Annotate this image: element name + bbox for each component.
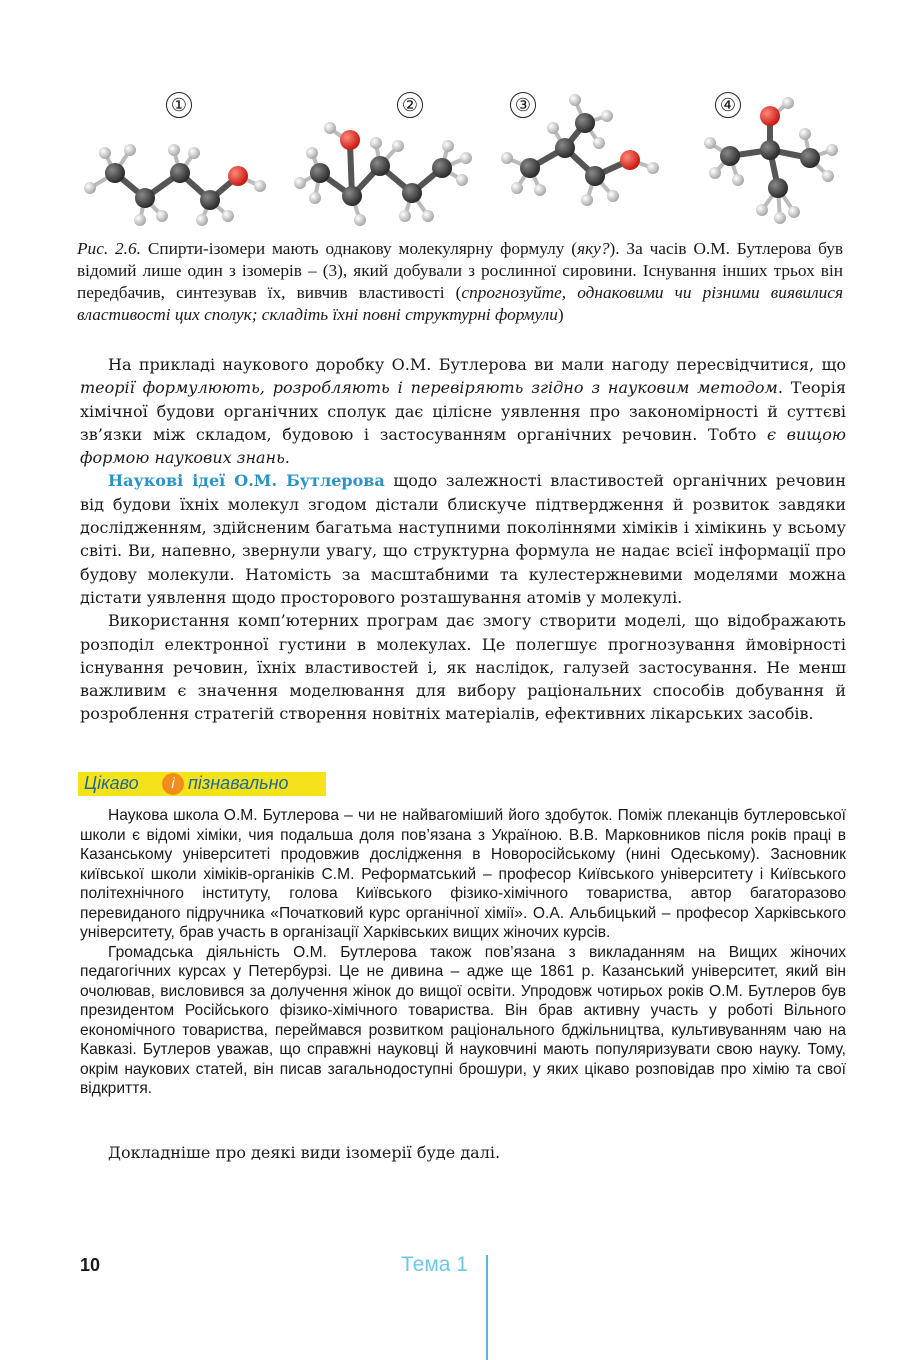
p1-text-a: На прикладі наукового доробку О.М. Бутлерова ви мали нагоду пересвідчитися, що <box>108 355 846 374</box>
page-number: 10 <box>80 1255 101 1275</box>
info-box <box>80 806 846 1099</box>
paragraph-3: Використання комп’ютерних програм дає змогу створити моделі, що відображають розподіл електронної густини в молекулах. Це полегшує прогнозування ймовірності існування речовин, їхніх властивостей і, як наслідок, галузей застосування. Не менш важливим є значення моделювання для вибору раціональних способів добування й розроблення стратегій створення новітніх матеріалів, ефективних лікарських засобів. <box>80 611 846 724</box>
badge-right-text: пізнавально <box>188 773 289 793</box>
p2-text: щодо залежності властивостей органічних речовин від будови їхніх молекул згодом дістали блискуче підтвердження й розвиток завдяки дослідженням, здійсненим багатьма наступними поколіннями хіміків і хімікинь у всьому світі. Ви, напевно, звернули увагу, що структурна формула не надає всієї інформації про будову молекули. Натомість за масштабними та кулестержневими моделями можна дістати уявлення щодо просторового розташування атомів у молекулі. <box>80 471 846 607</box>
label-1: ① <box>166 92 192 118</box>
label-3: ③ <box>510 92 536 118</box>
p1-text-c: . <box>284 448 290 468</box>
main-text <box>80 353 846 726</box>
molecule-1-image <box>70 88 280 238</box>
closing-line: Докладніше про деякі види ізомерії буде далі. <box>108 1143 501 1162</box>
badge-info-icon: і <box>162 773 184 795</box>
label-4: ④ <box>715 92 741 118</box>
p2-highlight: Наукові ідеї О.М. Бутлерова <box>108 471 385 491</box>
interesting-badge <box>78 772 326 796</box>
caption-text-1: Спирти-ізомери мають однакову молекулярну формулу ( <box>140 239 578 258</box>
figure-caption <box>77 238 843 326</box>
paragraph-1 <box>80 353 846 469</box>
p1-text-b: . Теорія хімічної будови органічних сполук дає цілісне уявлення про закономірності й суттєві зв’язки між складом, будовою і застосуванням органічних речовин. Тобто <box>80 378 846 444</box>
label-2: ② <box>397 92 423 118</box>
p1-italic-1: теорії формулюють, розробляють і перевіряють згідно з науковим методом <box>80 378 778 398</box>
molecule-4-image <box>690 88 860 238</box>
caption-which: яку? <box>577 239 610 258</box>
p1-italic-2: є вищою формою наукових знань <box>80 424 847 468</box>
badge-left-text: Цікаво <box>84 773 139 793</box>
box-paragraph-1: Наукова школа О.М. Бутлерова – чи не найвагоміший його здобуток. Поміж плеканців бутлеровської школи є відомі хіміки, чия подальша доля пов’язана з Україною. В.В. Марковников після років праці в Казанському університеті продовжив дослідження в Новоросійському (нині Одеському). Засновник київської школи хіміків-органіків С.М. Реформатський – професор Київського університету і Київського політехнічного інституту, голова Київського фізико-хімічного товариства, автор багаторазово перевиданого підручника «Початковий курс органічної хімії». О.А. Альбицький – професор Харківського університету, брав участь в організації Харківських вищих жіночих курсів. <box>80 807 846 941</box>
caption-text-2: ). За часів О.М. Бутлерова був відомий лише один з ізомерів – (3), який добували з рослинної сировини. Існування інших трьох він передбачив, синтезував їх, вивчив властивості ( <box>77 239 843 302</box>
paragraph-2 <box>80 469 846 609</box>
molecule-figure <box>70 88 860 238</box>
molecule-3-image <box>495 88 685 238</box>
molecule-2-image <box>290 88 490 238</box>
topic-label: Тема 1 <box>401 1253 468 1276</box>
footer-divider <box>486 1255 488 1360</box>
caption-close: ) <box>557 305 564 324</box>
box-paragraph-2: Громадська діяльність О.М. Бутлерова також пов’язана з викладанням на Вищих жіночих педагогічних курсах у Петербурзі. Це не дивина – адже ще 1861 р. Казанський університет, який він очолював, висловився за долучення жінок до вищої освіти. Упродовж чотирьох років О.М. Бутлеров був президентом Російського фізико-хімічного товариства. Він брав активну участь у роботі Вільного економічного товариства, переймався розвитком раціонального бджільництва, культивуванням чаю на Кавказі. Бутлеров уважав, що справжні науковці й науковчині мають популяризувати свою науку. Тому, окрім наукових статей, він писав загальнодоступні брошури, у яких цікаво розповідав про хімію та свої відкриття. <box>80 943 846 1097</box>
caption-italic: спрогнозуйте, однаковими чи різними виявилися властивості цих сполук; складіть їхні повні структурні формули <box>77 283 843 324</box>
caption-lead: Рис. 2.6. <box>77 239 141 258</box>
